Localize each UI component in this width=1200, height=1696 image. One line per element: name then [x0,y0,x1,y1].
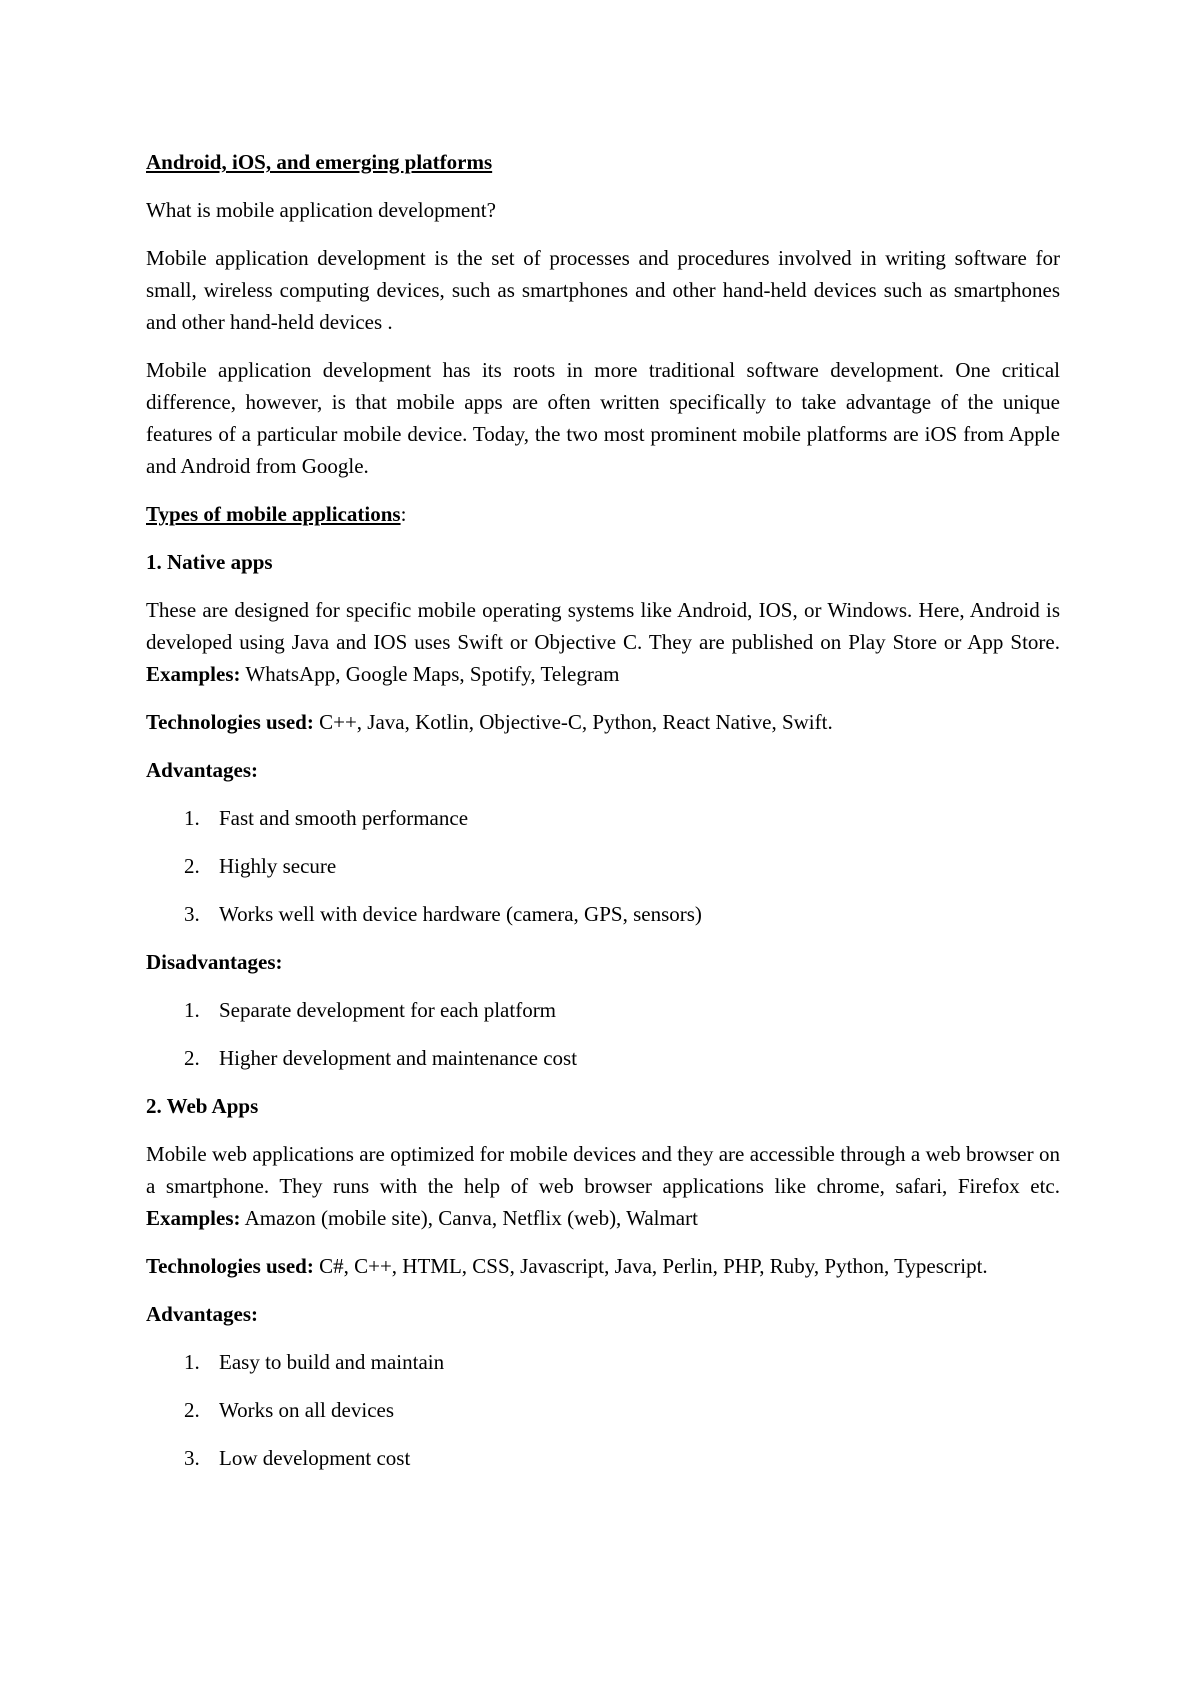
list-text: Works on all devices [219,1398,395,1422]
native-advantages-label: Advantages: [146,758,259,782]
document-title: Android, iOS, and emerging platforms [146,150,493,174]
web-tech-text: C#, C++, HTML, CSS, Javascript, Java, Perlin, PHP, Ruby, Python, Typescript. [319,1254,988,1278]
native-technologies [146,706,1060,738]
roots-paragraph: Mobile application development has its roots in more traditional software development. One critical difference, however, is that mobile apps are often written specifically to take advantage of the unique features of a particular mobile device. Today, the two most prominent mobile platforms are iOS from Apple and Android from Google. [146,358,1060,478]
list-text: Works well with device hardware (camera, GPS, sensors) [219,902,702,926]
list-item [146,802,1060,834]
list-text: Fast and smooth performance [219,806,469,830]
web-tech-label: Technologies used: [146,1254,314,1278]
list-item [146,1346,1060,1378]
list-number: 2. [184,854,200,878]
list-text: Highly secure [219,854,337,878]
native-disadvantages-list [146,994,1060,1074]
native-examples-text: WhatsApp, Google Maps, Spotify, Telegram [245,662,620,686]
list-text: Separate development for each platform [219,998,557,1022]
question-line: What is mobile application development? [146,198,496,222]
native-tech-text: C++, Java, Kotlin, Objective-C, Python, React Native, Swift. [319,710,833,734]
list-text: Higher development and maintenance cost [219,1046,578,1070]
web-advantages-label: Advantages: [146,1302,259,1326]
list-text: Low development cost [219,1446,411,1470]
native-examples-label: Examples: [146,662,241,686]
types-heading: Types of mobile applications [146,502,401,526]
web-examples-label: Examples: [146,1206,241,1230]
list-item [146,850,1060,882]
list-item [146,1394,1060,1426]
intro-paragraph: Mobile application development is the set of processes and procedures involved in writing software for small, wireless computing devices, such as smartphones and other hand-held devices such as smartphones and other hand-held devices . [146,246,1060,334]
list-number: 2. [184,1398,200,1422]
types-heading-line [146,498,1060,530]
native-desc-text: These are designed for specific mobile operating systems like Android, IOS, or Windows. Here, Android is developed using Java and IOS uses Swift or Objective C. They are published on Play Store or App Store. [146,598,1060,654]
list-item [146,1042,1060,1074]
list-item [146,898,1060,930]
list-number: 3. [184,1446,200,1470]
list-number: 1. [184,806,200,830]
native-advantages-list [146,802,1060,930]
native-apps-description [146,594,1060,690]
native-disadvantages-label: Disadvantages: [146,950,283,974]
native-tech-label: Technologies used: [146,710,314,734]
list-item [146,1442,1060,1474]
list-number: 2. [184,1046,200,1070]
list-text: Easy to build and maintain [219,1350,445,1374]
web-technologies [146,1250,1060,1282]
document-body [146,146,1060,1490]
list-number: 3. [184,902,200,926]
types-heading-colon: : [400,502,407,526]
list-number: 1. [184,1350,200,1374]
web-apps-description [146,1138,1060,1234]
native-apps-heading: 1. Native apps [146,550,273,574]
web-examples-text: Amazon (mobile site), Canva, Netflix (web), Walmart [244,1206,698,1230]
list-number: 1. [184,998,200,1022]
web-desc-text: Mobile web applications are optimized for mobile devices and they are accessible through a web browser on a smartphone. They runs with the help of web browser applications like chrome, safari, Firefox etc. [146,1142,1060,1198]
web-advantages-list [146,1346,1060,1474]
list-item [146,994,1060,1026]
web-apps-heading: 2. Web Apps [146,1094,259,1118]
